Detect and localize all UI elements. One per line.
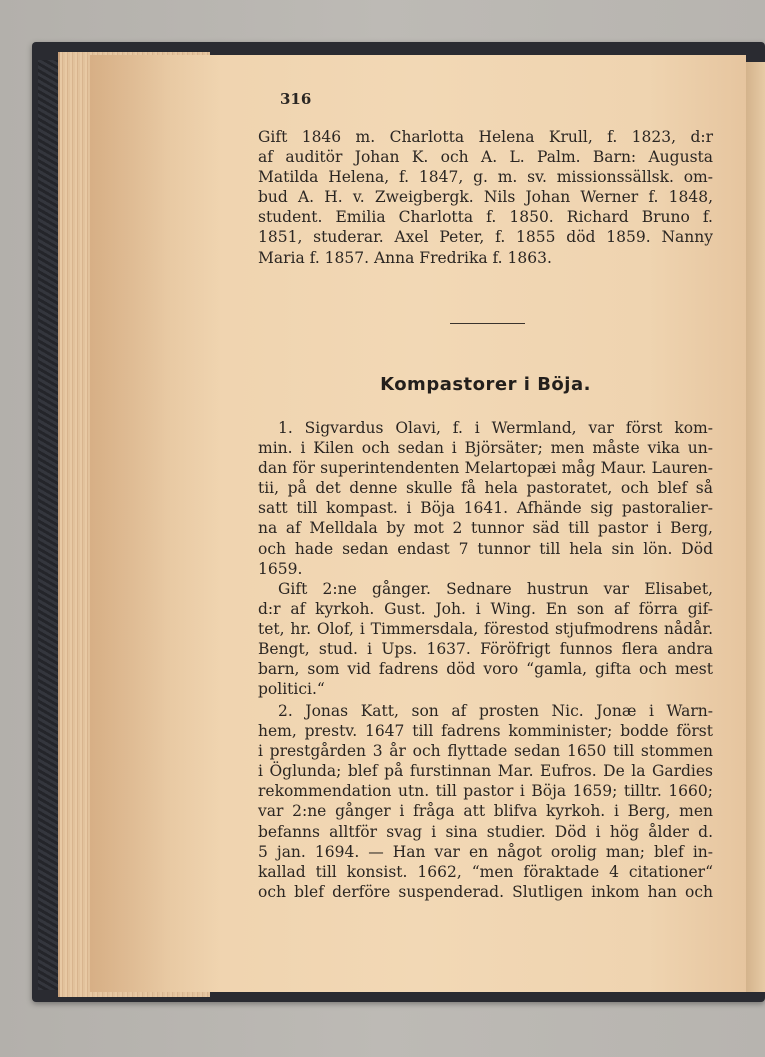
text-line: tii, på det denne skulle få hela pastoratet, och blef så — [258, 479, 713, 498]
paragraph-sigvardus — [258, 418, 713, 579]
text-line: och hade sedan endast 7 tunnor till hela sin lön. Död — [258, 539, 713, 558]
section-divider — [450, 323, 525, 324]
text-line: min. i Kilen och sedan i Björsäter; men måste vika un- — [258, 439, 713, 458]
text-line: i Öglunda; blef på furstinnan Mar. Eufros. De la Gardies — [258, 762, 713, 781]
paragraph-family — [258, 127, 713, 268]
text-line: var 2:ne gånger i fråga att blifva kyrkoh. i Berg, men — [258, 802, 713, 821]
text-line: Gift 2:ne gånger. Sednare hustrun var Elisabet, — [278, 580, 713, 598]
paragraph-marriage — [258, 579, 713, 700]
page-number: 316 — [280, 90, 312, 108]
text-line: dan för superintendenten Melartopæi måg Maur. Lauren- — [258, 459, 713, 478]
text-line: bud A. H. v. Zweigbergk. Nils Johan Werner f. 1848, — [258, 188, 713, 207]
gutter-shadow — [90, 55, 220, 992]
text-line: rekommendation utn. till pastor i Böja 1659; tilltr. 1660; — [258, 782, 713, 801]
text-line: politici.“ — [258, 680, 325, 699]
text-line: af auditör Johan K. och A. L. Palm. Barn: Augusta — [258, 148, 713, 167]
text-line: na af Melldala by mot 2 tunnor säd till pastor i Berg, — [258, 519, 713, 538]
section-heading: Kompastorer i Böja. — [380, 374, 591, 395]
text-line: och blef derföre suspenderad. Slutligen inkom han och — [258, 882, 713, 901]
text-line: tet, hr. Olof, i Timmersdala, förestod stjufmodrens nådår. — [258, 620, 713, 639]
text-line: 2. Jonas Katt, son af prosten Nic. Jonæ i Warn- — [278, 702, 713, 720]
text-line: satt till kompast. i Böja 1641. Afhände sig pastoralier- — [258, 499, 713, 518]
text-line: 1851, studerar. Axel Peter, f. 1855 död 1859. Nanny — [258, 228, 713, 247]
text-line: Bengt, stud. i Ups. 1637. Föröfrigt funnos flera andra — [258, 640, 713, 659]
text-line: Maria f. 1857. Anna Fredrika f. 1863. — [258, 248, 552, 267]
text-line: hem, prestv. 1647 till fadrens komminister; bodde först — [258, 722, 713, 741]
text-line: kallad till konsist. 1662, “men föraktade 4 citationer“ — [258, 862, 713, 881]
text-line: befanns alltför svag i sina studier. Död i hög ålder d. — [258, 822, 713, 841]
text-line: barn, som vid fadrens död voro “gamla, gifta och mest — [258, 660, 713, 679]
text-line: student. Emilia Charlotta f. 1850. Richard Bruno f. — [258, 208, 713, 227]
text-line: Matilda Helena, f. 1847, g. m. sv. missionssällsk. om- — [258, 168, 713, 187]
paragraph-jonas-katt — [258, 701, 713, 902]
text-line: i prestgården 3 år och flyttade sedan 1650 till stommen — [258, 742, 713, 761]
text-line: Gift 1846 m. Charlotta Helena Krull, f. 1823, d:r — [258, 128, 713, 146]
text-line: 1659. — [258, 559, 303, 578]
text-line: 5 jan. 1694. — Han var en något orolig man; blef in- — [258, 842, 713, 861]
text-line: d:r af kyrkoh. Gust. Joh. i Wing. En son af förra gif- — [258, 600, 713, 619]
text-line: 1. Sigvardus Olavi, f. i Wermland, var först kom- — [278, 419, 713, 437]
